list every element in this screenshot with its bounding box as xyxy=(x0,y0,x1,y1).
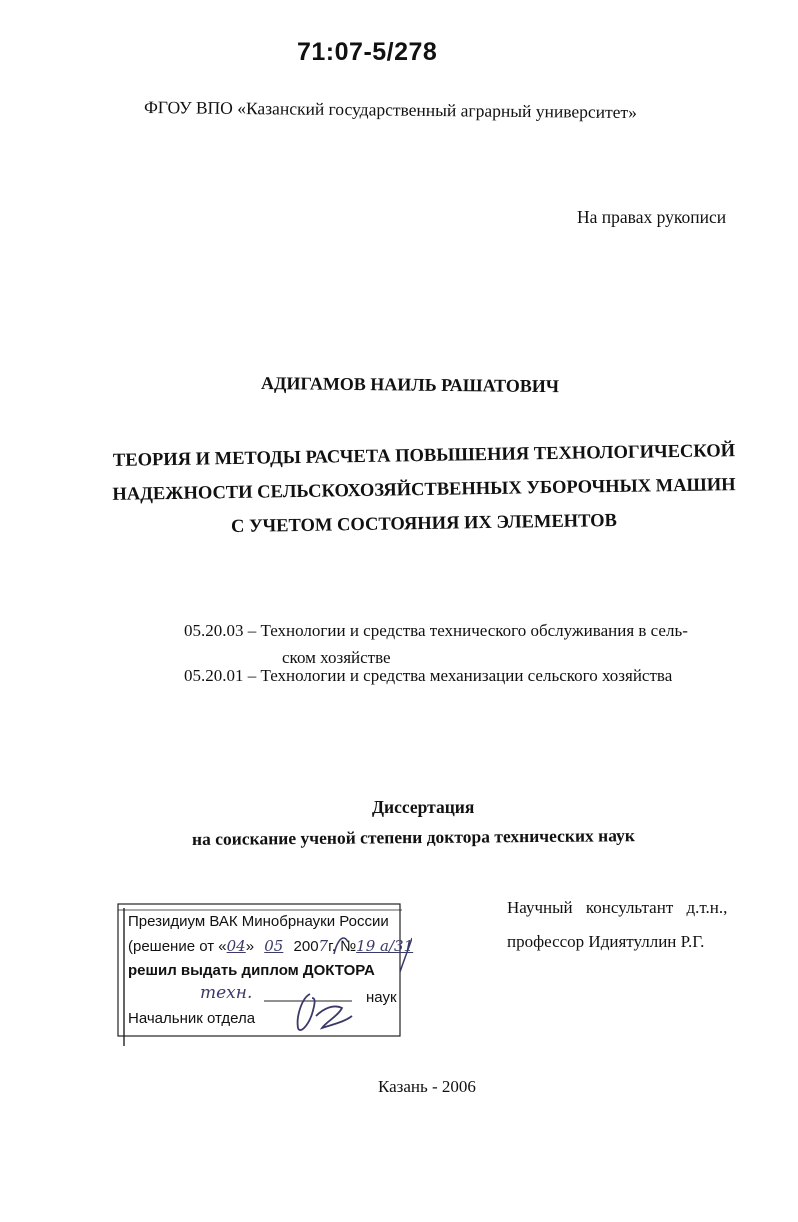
stamp-decision-prefix: (решение от xyxy=(128,938,215,955)
specialty-1-line-1: 05.20.03 – Технологии и средства технического обслуживания в сель- xyxy=(184,621,688,640)
stamp-day: 04 xyxy=(226,937,246,955)
stamp-decision-line xyxy=(128,937,413,955)
consultant-name: профессор Идиятуллин Р.Г. xyxy=(507,932,705,951)
stamp-year-prefix: 200 xyxy=(293,938,319,955)
stamp-line-3: решил выдать диплом ДОКТОРА xyxy=(128,962,375,979)
stamp-number: 19 а/31 xyxy=(356,937,414,955)
signature-icon xyxy=(298,994,352,1030)
consultant-title: Научный консультант д.т.н., xyxy=(507,898,728,917)
specialty-2: 05.20.01 – Технологии и средства механизации сельского хозяйства xyxy=(184,666,673,685)
specialty-1-line-2: ском хозяйстве xyxy=(282,648,391,667)
author-name: АДИГАМОВ НАИЛЬ РАШАТОВИЧ xyxy=(260,373,560,397)
stamp-line-5: Начальник отдела xyxy=(128,1010,256,1027)
stamp-quote-open: « xyxy=(218,938,227,955)
document-type: Диссертация xyxy=(372,797,475,817)
title-line-2: НАДЕЖНОСТИ СЕЛЬСКОХОЗЯЙСТВЕННЫХ УБОРОЧНЫХ МАШИН xyxy=(112,475,736,505)
stamp-number-label: г. № xyxy=(328,938,357,955)
title-line-3: С УЧЕТОМ СОСТОЯНИЯ ИХ ЭЛЕМЕНТОВ xyxy=(230,510,618,538)
organization-name: ФГОУ ВПО «Казанский государственный аграрный университет» xyxy=(143,97,638,123)
vak-approval-stamp xyxy=(112,898,412,1048)
stamp-line-4-suffix: наук xyxy=(366,989,397,1006)
city-year: Казань - 2006 xyxy=(378,1077,476,1096)
degree-statement: на соискание ученой степени доктора технических наук xyxy=(191,825,636,849)
stamp-field-of-science: техн. xyxy=(200,983,253,1003)
title-line-1: ТЕОРИЯ И МЕТОДЫ РАСЧЕТА ПОВЫШЕНИЯ ТЕХНОЛОГИЧЕСКОЙ xyxy=(112,441,736,471)
stamp-year-digit: 7 xyxy=(318,937,329,955)
manuscript-rights-note: На правах рукописи xyxy=(577,207,727,227)
catalog-number: 71:07-5/278 xyxy=(297,38,438,66)
stamp-line-1: Президиум ВАК Минобрнауки России xyxy=(128,913,389,930)
stamp-quote-close: » xyxy=(245,938,255,955)
stamp-month: 05 xyxy=(264,937,284,955)
